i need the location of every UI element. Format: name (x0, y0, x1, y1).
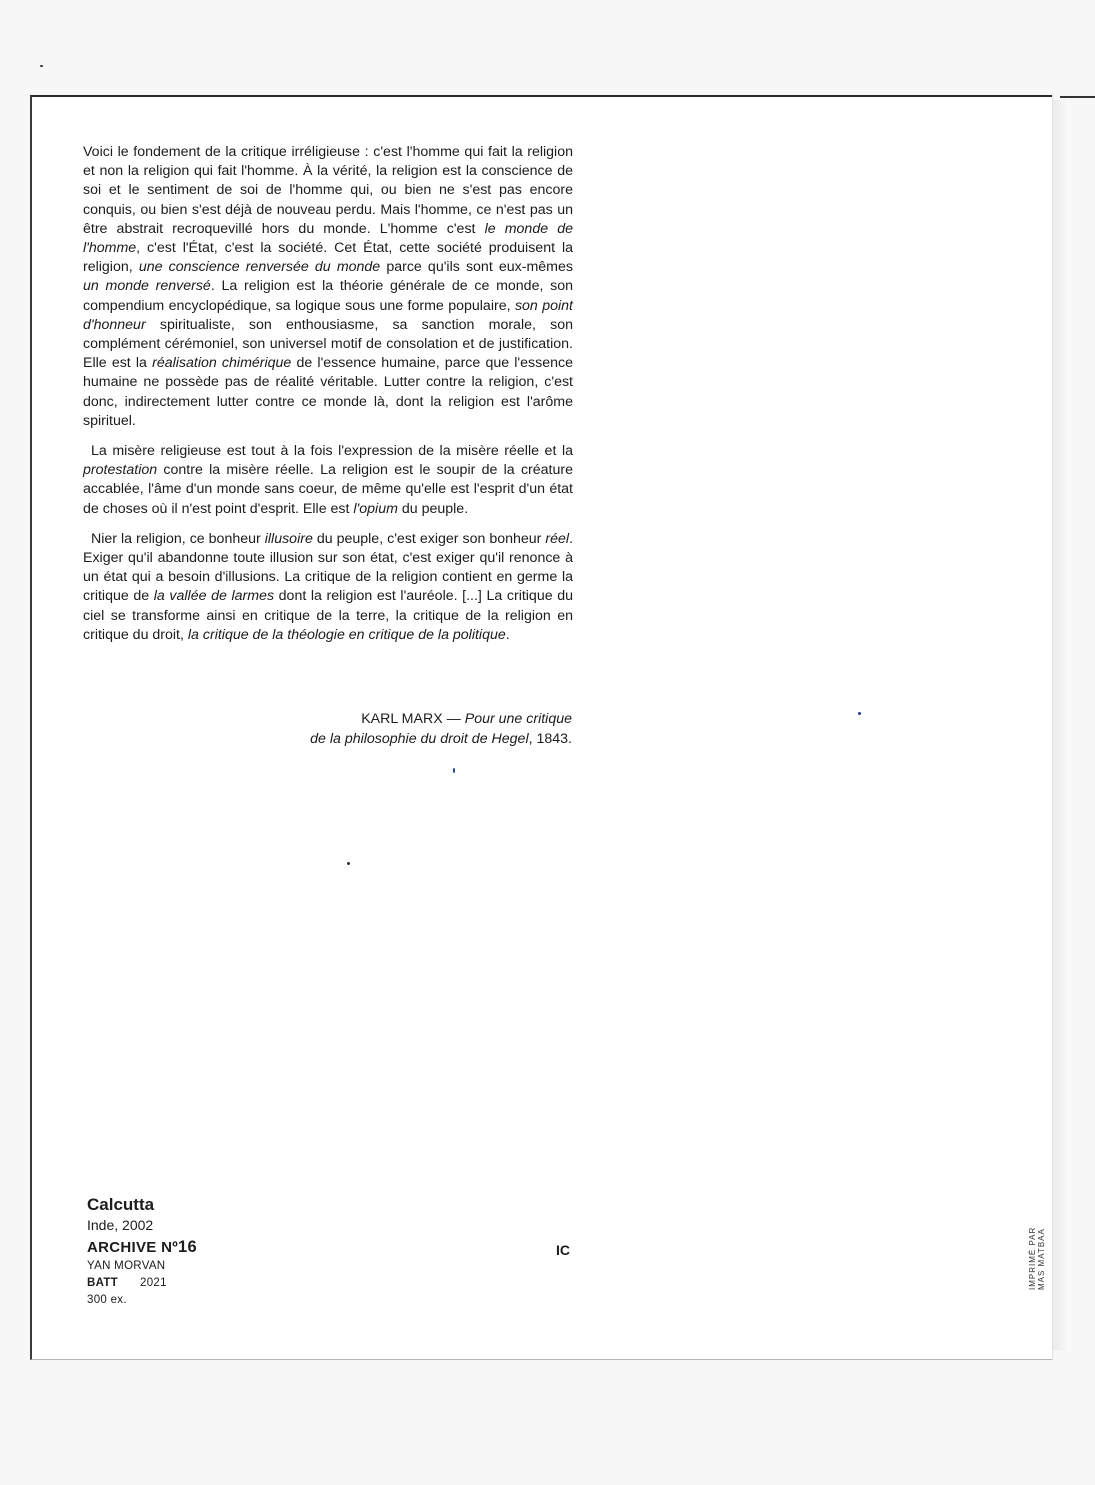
colophon-archive: ARCHIVE Nº16 (87, 1238, 197, 1256)
colophon (87, 1194, 347, 1309)
quote-paragraph-1: Voici le fondement de la critique irréligieuse : c'est l'homme qui fait la religion et non la religion qui fait l'homme. À la vérité, la religion est la conscience de soi et le sentiment de soi de l'homme qui, ou bien ne s'est pas encore conquis, ou bien s'est déjà de nouveau perdu. Mais l'homme, ce n'est pas un être abstrait recroquevillé hors du monde. L'homme c'est le monde de l'homme, c'est l'État, c'est la société. Cet État, cette société produisent la religion, une conscience renversée du monde parce qu'ils sont eux-mêmes un monde renversé. La religion est la théorie générale de ce monde, son compendium encyclopédique, sa logique sous une forme populaire, son point d'honneur spiritualiste, son enthousiasme, sa sanction morale, son complément cérémoniel, son universel motif de consolation et de justification. Elle est la réalisation chimérique de l'essence humaine, parce que l'essence humaine ne possède pas de réalité véritable. Lutter contre la religion, c'est donc, indirectement lutter contre ce monde là, dont la religion est l'arôme spirituel. (83, 144, 573, 429)
page-marker: IC (556, 1242, 570, 1258)
quote-paragraph-3: Nier la religion, ce bonheur illusoire du peuple, c'est exiger son bonheur réel. Exiger qu'il abandonne toute illusion sur son état, c'est exiger qu'il renonce à un état qui a besoin d'illusions. La critique de la religion contient en germe la critique de la vallée de larmes dont la religion est l'auréole. [...] La critique du ciel se transforme ainsi en critique de la terre, la critique de la religion en critique du droit, la critique de la théologie en critique de la politique. (83, 530, 574, 643)
marx-quote (83, 143, 573, 656)
quote-paragraph-2: La misère religieuse est tout à la fois l'expression de la misère réelle et la protestation contre la misère réelle. La religion est le soupir de la créature accablée, l'âme d'un monde sans coeur, de même qu'elle est l'esprit d'un état de choses où il n'est point d'esprit. Elle est l'opium du peuple. (83, 443, 573, 517)
attribution-author: KARL MARX — (361, 711, 465, 727)
colophon-title: Calcutta (87, 1195, 155, 1214)
page-gutter (1050, 100, 1070, 1350)
colophon-edition: 300 ex. (87, 1294, 127, 1306)
colophon-place-year: Inde, 2002 (87, 1217, 154, 1233)
quote-attribution (300, 710, 572, 749)
printer-credit: IMPRIMÉ PAR MAS MATBAA (1028, 1226, 1046, 1290)
ink-speck (858, 712, 861, 715)
attribution-year: , 1843. (528, 730, 572, 747)
colophon-publisher: BATT 2021 (87, 1277, 167, 1289)
ink-speck (453, 768, 455, 773)
attribution-work-line-2: de la philosophie du droit de Hegel (310, 730, 529, 747)
ink-speck (40, 65, 43, 67)
page-edge (1060, 96, 1095, 98)
attribution-work-line-1: Pour une critique (464, 711, 572, 727)
colophon-author: YAN MORVAN (87, 1260, 166, 1272)
ink-speck (347, 862, 350, 865)
